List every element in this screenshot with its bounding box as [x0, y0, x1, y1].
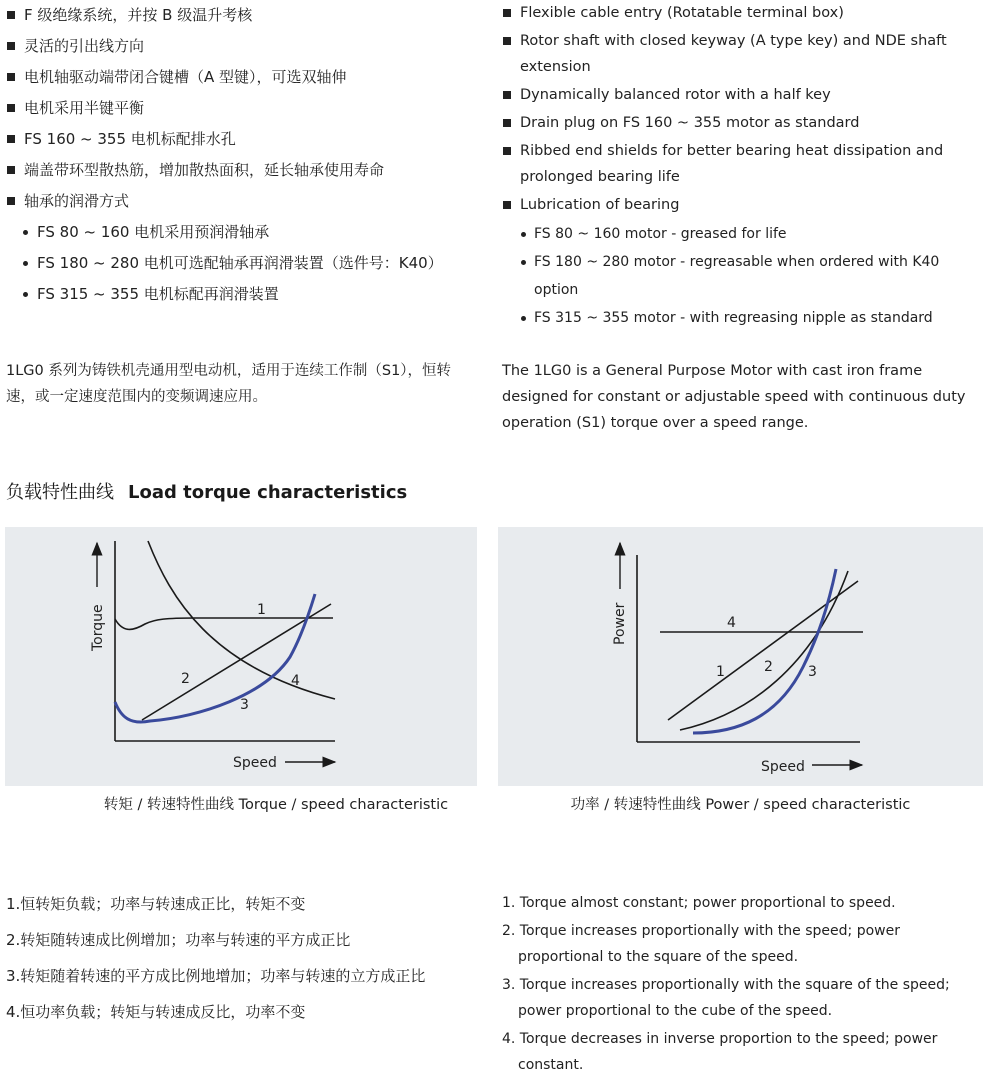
series-2-label: 2 — [764, 659, 773, 675]
y-axis-label: Torque — [90, 604, 106, 651]
series-1-line — [668, 581, 858, 720]
bullet-dot-icon — [521, 260, 526, 265]
note-item: 3. Torque increases proportionally with the square of the speed; power proportional to the cube of the speed. — [502, 977, 950, 1019]
sub-list-item: FS 315 ~ 355 电机标配再润滑装置 — [6, 279, 476, 310]
power-chart-caption: 功率 / 转速特性曲线 Power / speed characteristic — [570, 797, 911, 813]
series-2-line — [142, 604, 331, 720]
intro-en: The 1LG0 is a General Purpose Motor with cast iron frame designed for constant or adjustable speed with continuous duty operation (S1) torque over a speed range. — [502, 363, 966, 431]
bullet-square-icon — [7, 135, 15, 143]
sub-list-item: FS 315 ~ 355 motor - with regreasing nipple as standard — [502, 304, 972, 332]
intro-zh: 1LG0 系列为铸铁机壳通用型电动机，适用于连续工作制（S1），恒转速，或一定速度范围内的变频调速应用。 — [6, 363, 452, 405]
list-item: FS 160 ~ 355 电机标配排水孔 — [6, 124, 476, 155]
bullet-dot-icon — [23, 230, 28, 235]
power-chart — [498, 527, 983, 786]
x-axis-label: Speed — [761, 759, 805, 775]
bullet-square-icon — [503, 91, 511, 99]
list-item: 电机轴驱动端带闭合键槽（A 型键），可选双轴伸 — [6, 62, 476, 93]
series-4-label: 4 — [291, 673, 300, 689]
bullet-dot-icon — [521, 316, 526, 321]
power-chart-panel — [498, 527, 983, 786]
bullet-square-icon — [7, 11, 15, 19]
bullet-square-icon — [503, 37, 511, 45]
list-item: 电机采用半键平衡 — [6, 93, 476, 124]
bullet-square-icon — [7, 104, 15, 112]
notes-en — [502, 890, 984, 1080]
series-3-label: 3 — [240, 697, 249, 713]
bullet-square-icon — [503, 119, 511, 127]
series-1-label: 1 — [257, 602, 266, 618]
series-4-label: 4 — [727, 615, 736, 631]
bullet-dot-icon — [23, 261, 28, 266]
section-title-en: Load torque characteristics — [128, 482, 408, 503]
series-3-label: 3 — [808, 664, 817, 680]
note-item: 2. Torque increases proportionally with the speed; power proportional to the square of the speed. — [502, 923, 900, 965]
series-1-label: 1 — [716, 664, 725, 680]
note-item: 2.转矩随转速成比例增加；功率与转速的平方成正比 — [6, 931, 351, 949]
list-item: Dynamically balanced rotor with a half key — [502, 82, 972, 108]
bullet-square-icon — [7, 197, 15, 205]
sub-list-item: FS 180 ~ 280 motor - regreasable when ordered with K40 option — [502, 248, 972, 304]
bullet-square-icon — [7, 42, 15, 50]
list-item: Lubrication of bearing — [502, 192, 972, 218]
section-title — [6, 478, 407, 504]
x-axis-label: Speed — [233, 755, 277, 771]
list-item: F 级绝缘系统，并按 B 级温升考核 — [6, 0, 476, 31]
section-title-zh: 负载特性曲线 — [6, 482, 114, 503]
bullet-dot-icon — [23, 292, 28, 297]
torque-chart-caption: 转矩 / 转速特性曲线 Torque / speed characteristic — [103, 797, 449, 813]
torque-chart-panel — [5, 527, 477, 786]
bullet-square-icon — [7, 166, 15, 174]
bullet-square-icon — [503, 147, 511, 155]
bullet-square-icon — [503, 201, 511, 209]
list-item: 灵活的引出线方向 — [6, 31, 476, 62]
y-axis-label: Power — [612, 602, 628, 645]
list-item: Rotor shaft with closed keyway (A type key) and NDE shaft extension — [502, 28, 972, 80]
sub-list-item: FS 80 ~ 160 电机采用预润滑轴承 — [6, 217, 476, 248]
bullet-square-icon — [7, 73, 15, 81]
list-item: 轴承的润滑方式 — [6, 186, 476, 217]
sub-list-item: FS 180 ~ 280 电机可选配轴承再润滑装置（选件号：K40） — [6, 248, 476, 279]
note-item: 4.恒功率负载；转矩与转速成反比，功率不变 — [6, 1003, 306, 1021]
note-item: 1.恒转矩负载；功率与转速成正比，转矩不变 — [6, 895, 306, 913]
note-item: 4. Torque decreases in inverse proportion to the speed; power constant. — [502, 1031, 938, 1073]
bullet-dot-icon — [521, 232, 526, 237]
note-item: 1. Torque almost constant; power proportional to speed. — [502, 895, 896, 911]
sub-list-item: FS 80 ~ 160 motor - greased for life — [502, 220, 972, 248]
list-item: Flexible cable entry (Rotatable terminal box) — [502, 0, 972, 26]
series-2-label: 2 — [181, 671, 190, 687]
notes-zh — [6, 886, 476, 1030]
series-3-line — [115, 594, 315, 722]
list-item: 端盖带环型散热筋，增加散热面积，延长轴承使用寿命 — [6, 155, 476, 186]
torque-chart — [5, 527, 477, 786]
features-zh — [6, 0, 476, 310]
features-en — [502, 0, 972, 332]
bullet-square-icon — [503, 9, 511, 17]
series-3-line — [693, 569, 836, 733]
list-item: Ribbed end shields for better bearing heat dissipation and prolonged bearing life — [502, 138, 972, 190]
note-item: 3.转矩随着转速的平方成比例地增加；功率与转速的立方成正比 — [6, 967, 426, 985]
list-item: Drain plug on FS 160 ~ 355 motor as standard — [502, 110, 972, 136]
